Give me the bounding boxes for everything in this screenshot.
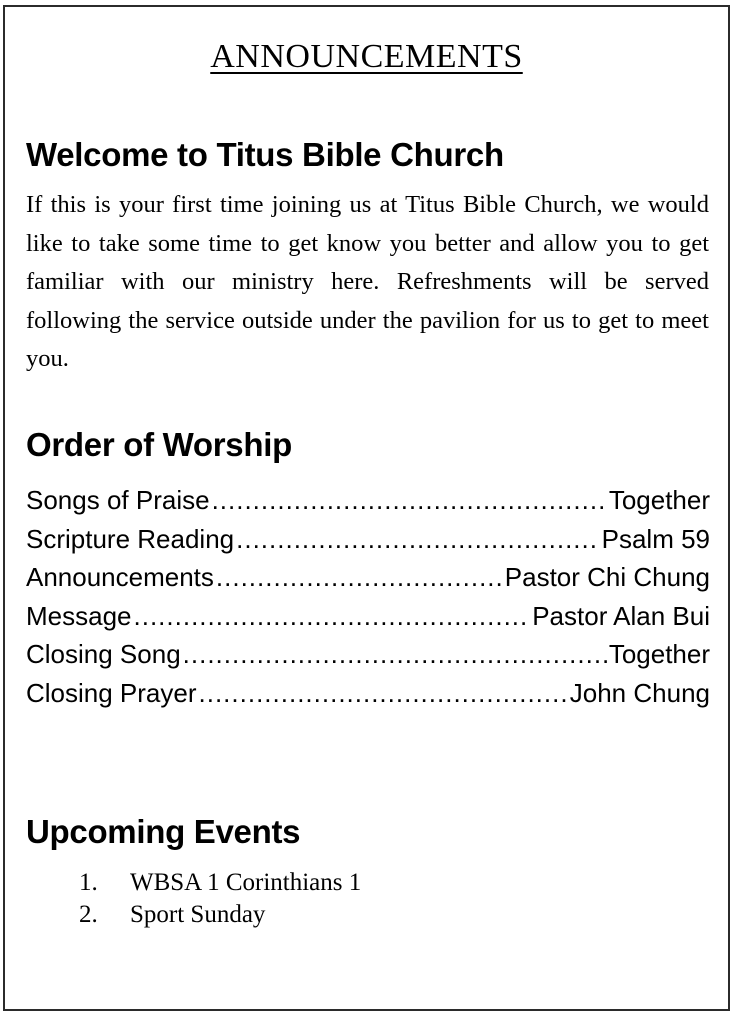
order-item-songs-of-praise [26,481,710,520]
dot-leader [199,674,568,713]
order-item-label: Closing Song [26,639,181,670]
dot-leader [134,597,531,636]
order-item-label: Closing Prayer [26,677,197,708]
order-item-value: Pastor Chi Chung [504,562,710,593]
upcoming-events-list [79,867,361,931]
dot-leader [183,635,607,674]
order-item-value: Together [608,485,710,515]
order-item-value: Pastor Alan Bui [532,600,710,631]
order-item-scripture-reading [26,520,710,559]
event-text: Sport Sunday [130,901,266,928]
order-item-value: John Chung [569,677,710,708]
welcome-heading: Welcome to Titus Bible Church [26,136,504,173]
page-title [5,25,728,77]
order-item-label: Announcements [26,562,214,593]
upcoming-events-heading: Upcoming Events [26,813,301,850]
event-text: WBSA 1 Corinthians 1 [130,869,362,896]
order-item-closing-song [26,635,710,674]
event-number: 2. [79,901,98,928]
dot-leader [212,481,607,520]
event-item [79,899,361,931]
dot-leader [236,520,599,559]
order-item-label: Message [26,600,132,631]
order-item-message [26,597,710,636]
bulletin-page [3,5,730,1011]
order-item-value: Together [608,639,710,670]
order-item-label: Scripture Reading [26,523,235,554]
order-item-announcements [26,558,710,597]
event-number: 1. [79,869,98,896]
order-of-worship-list [26,481,710,713]
dot-leader [216,558,503,597]
welcome-paragraph: If this is your first time joining us at Titus Bible Church, we would like to take some time to get know you better and allow you to get familiar with our ministry here. Refreshments will be served following the service outside under the pavilion for us to get to meet you. [26,191,709,373]
order-item-closing-prayer [26,674,710,713]
order-item-value: Psalm 59 [601,523,710,554]
order-item-label: Songs of Praise [26,485,210,515]
order-of-worship-heading: Order of Worship [26,426,292,463]
page-title-text: announcements [210,23,523,78]
event-item [79,867,361,899]
